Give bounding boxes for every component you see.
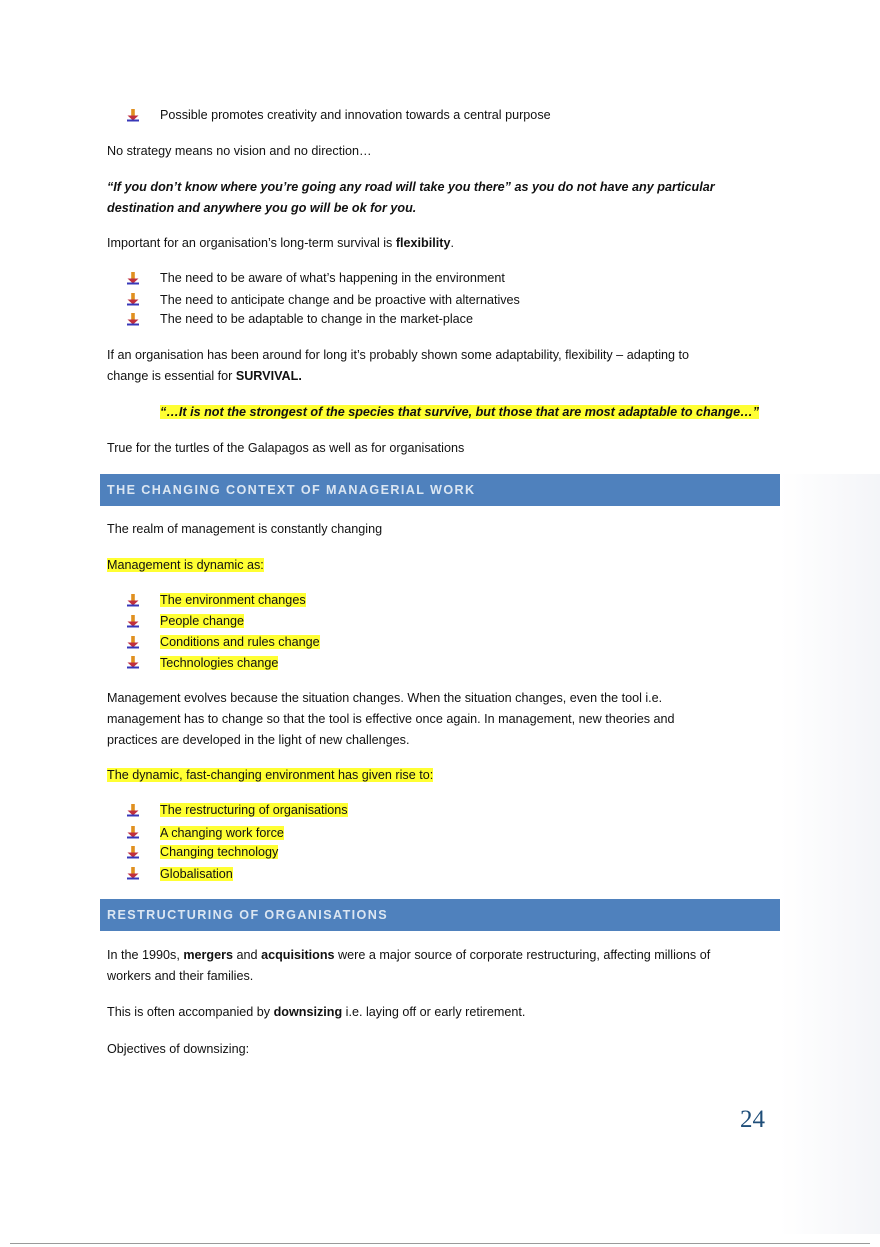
- list-item: A changing work force: [160, 826, 284, 840]
- flexibility-prefix: Important for an organisation’s long-term survival is: [107, 236, 396, 250]
- darwin-quote: “…It is not the strongest of the species that survive, but those that are most adaptable to change…”: [160, 405, 760, 419]
- paragraph-evolves-line3: practices are developed in the light of new challenges.: [107, 733, 410, 747]
- arrow-down-bullet-icon: [126, 271, 140, 285]
- list-item: The need to be adaptable to change in the market-place: [160, 312, 473, 326]
- paragraph-flexibility: [107, 236, 454, 250]
- paragraph-evolves-line2: management has to change so that the tool is effective once again. In management, new theories and: [107, 712, 675, 726]
- downsizing-text-a: This is often accompanied by: [107, 1005, 274, 1019]
- arrow-down-bullet-icon: [126, 825, 140, 839]
- list-item: The restructuring of organisations: [160, 803, 348, 817]
- arrow-down-bullet-icon: [126, 635, 140, 649]
- mergers-text-c: and: [233, 948, 262, 962]
- page-number: 24: [740, 1106, 765, 1133]
- arrow-down-bullet-icon: [126, 803, 140, 817]
- downsizing-text-c: i.e. laying off or early retirement: [342, 1005, 522, 1019]
- page-shadow: [780, 474, 880, 1234]
- arrow-down-bullet-icon: [126, 866, 140, 880]
- quote-road-line1: “If you don’t know where you’re going any road will take you there” as you do not have any particular: [107, 180, 715, 194]
- paragraph-realm: The realm of management is constantly changing: [107, 522, 383, 536]
- arrow-down-bullet-icon: [126, 614, 140, 628]
- paragraph-survival-line2: [107, 369, 302, 383]
- paragraph-objectives: Objectives of downsizing:: [107, 1042, 250, 1056]
- arrow-down-bullet-icon: [126, 292, 140, 306]
- paragraph-mergers-line2: workers and their families.: [107, 969, 254, 983]
- section-heading-restructuring: RESTRUCTURING OF ORGANISATIONS: [100, 899, 780, 931]
- list-item: The need to anticipate change and be proactive with alternatives: [160, 293, 520, 307]
- arrow-down-bullet-icon: [126, 593, 140, 607]
- downsizing-bold: downsizing: [273, 1005, 343, 1019]
- mergers-text-e: were a major source of corporate restructuring, affecting millions of: [334, 948, 711, 962]
- paragraph-survival-line1: If an organisation has been around for long it’s probably shown some adaptability, flexibility – adapting to: [107, 348, 690, 362]
- section-heading-changing-context: THE CHANGING CONTEXT OF MANAGERIAL WORK: [100, 474, 780, 506]
- list-item: Possible promotes creativity and innovation towards a central purpose: [160, 108, 551, 122]
- survival-prefix: change is essential for: [107, 369, 236, 383]
- list-item: Changing technology: [160, 845, 279, 859]
- list-item: The need to be aware of what’s happening in the environment: [160, 271, 505, 285]
- arrow-down-bullet-icon: [126, 108, 140, 122]
- list-item: The environment changes: [160, 593, 306, 607]
- list-item: Technologies change: [160, 656, 279, 670]
- list-item: People change: [160, 614, 245, 628]
- acquisitions-bold: acquisitions: [261, 948, 335, 962]
- footer-divider: [10, 1243, 870, 1244]
- paragraph-mergers-line1: [107, 948, 710, 962]
- quote-road-line2: destination and anywhere you go will be ok for you.: [107, 201, 417, 215]
- list-item: Globalisation: [160, 867, 233, 881]
- paragraph-downsizing: [107, 1005, 525, 1019]
- arrow-down-bullet-icon: [126, 845, 140, 859]
- mergers-bold: mergers: [183, 948, 234, 962]
- arrow-down-bullet-icon: [126, 655, 140, 669]
- mergers-text-a: In the 1990s,: [107, 948, 184, 962]
- flexibility-suffix: .: [450, 236, 454, 250]
- paragraph-turtles: True for the turtles of the Galapagos as well as for organisations: [107, 441, 465, 455]
- list-item: Conditions and rules change: [160, 635, 320, 649]
- survival-bold: SURVIVAL.: [235, 369, 302, 383]
- downsizing-text-d: .: [521, 1005, 526, 1019]
- risen-label: The dynamic, fast-changing environment has given rise to:: [107, 768, 434, 782]
- dynamic-label: Management is dynamic as:: [107, 558, 264, 572]
- flexibility-bold: flexibility: [395, 236, 451, 250]
- paragraph-no-strategy: No strategy means no vision and no direction…: [107, 144, 372, 158]
- arrow-down-bullet-icon: [126, 312, 140, 326]
- paragraph-evolves-line1: Management evolves because the situation changes. When the situation changes, even the tool i.e.: [107, 691, 663, 705]
